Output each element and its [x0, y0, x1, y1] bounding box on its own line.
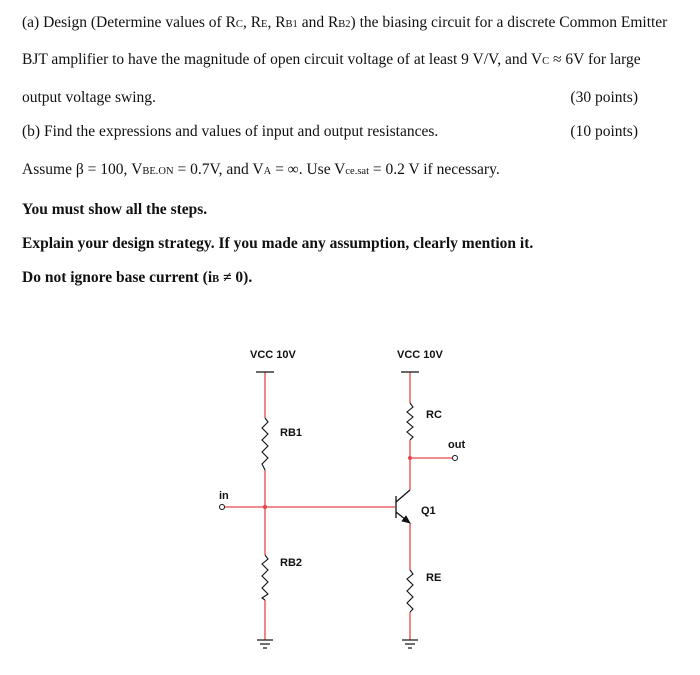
instruction-strategy: Explain your design strategy. If you made any assumption, clearly mention it.: [22, 235, 534, 252]
in-label: in: [219, 490, 229, 502]
part-b-points: (10 points): [570, 123, 638, 140]
ground-left: [257, 640, 273, 648]
output-port: [453, 456, 458, 461]
re-label: RE: [426, 572, 442, 584]
vcc-left-label: VCC 10V: [250, 349, 296, 361]
part-b-text: (b) Find the expressions and values of input and output resistances.: [22, 123, 439, 140]
part-a-line-2: BJT amplifier to have the magnitude of open circuit voltage of at least 9 V/V, and VC ≈ 6V for large: [22, 51, 641, 68]
out-label: out: [448, 439, 466, 451]
instruction-base-current: Do not ignore base current (iB ≠ 0).: [22, 269, 253, 286]
part-a-points: (30 points): [570, 89, 638, 106]
junction-collector-node: [408, 456, 412, 460]
q1-label: Q1: [421, 505, 436, 517]
assumptions: Assume β = 100, VBE.ON = 0.7V, and VA = ∞. Use Vce.sat = 0.2 V if necessary.: [22, 161, 500, 178]
junction-base-node: [263, 505, 267, 509]
instruction-steps: You must show all the steps.: [22, 201, 208, 218]
part-a-line-1: (a) Design (Determine values of RC, RE, RB1 and RB2) the biasing circuit for a discrete Common Emitter: [22, 14, 668, 31]
part-a-line-3: output voltage swing.: [22, 89, 156, 106]
rb1-label: RB1: [280, 427, 303, 439]
wires: [225, 372, 452, 640]
transistor-q1: [396, 490, 410, 523]
resistor-rb2: [262, 555, 268, 600]
vcc-right-label: VCC 10V: [397, 349, 443, 361]
resistor-rb1: [262, 418, 268, 470]
resistor-re: [407, 570, 413, 612]
input-port: [220, 505, 225, 510]
rc-label: RC: [426, 409, 442, 421]
resistor-rc: [407, 403, 413, 440]
ground-right: [402, 640, 418, 648]
rb2-label: RB2: [280, 557, 303, 569]
